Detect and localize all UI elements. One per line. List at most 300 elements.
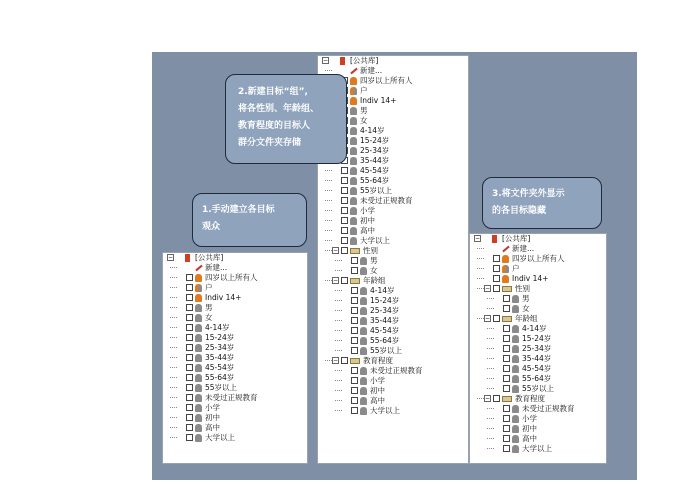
person-icon	[350, 127, 357, 135]
tree-row[interactable]	[318, 226, 468, 236]
tree-item-label: 女	[370, 266, 378, 275]
tree-row[interactable]	[318, 216, 468, 226]
tree-connector	[325, 180, 332, 181]
tree-item-label: 小学	[370, 376, 385, 385]
tree-row[interactable]	[318, 166, 468, 176]
checkbox[interactable]	[503, 335, 510, 342]
checkbox[interactable]	[186, 314, 193, 321]
tree-connector	[170, 327, 177, 328]
folder-icon	[350, 248, 360, 254]
tree-item-label: 55-64岁	[205, 373, 235, 382]
checkbox[interactable]	[186, 344, 193, 351]
tree-row[interactable]	[318, 396, 468, 406]
callout-step-3	[482, 177, 602, 229]
tree-row[interactable]	[470, 294, 606, 304]
tree-row[interactable]	[470, 344, 606, 354]
checkbox[interactable]	[503, 325, 510, 332]
tree-item-label: 新建...	[512, 244, 535, 253]
checkbox[interactable]	[341, 187, 348, 194]
tree-item-label: 25-34岁	[370, 306, 400, 315]
person-icon	[350, 227, 357, 235]
tree-connector	[335, 290, 342, 291]
tree-row[interactable]	[318, 326, 468, 336]
person-icon	[195, 334, 202, 342]
checkbox[interactable]	[351, 397, 358, 404]
person-icon	[195, 274, 202, 282]
tree-connector	[325, 170, 332, 171]
folder-icon	[350, 278, 360, 284]
tree-item-label: 女	[360, 116, 368, 125]
tree-connector	[487, 388, 494, 389]
checkbox[interactable]	[186, 414, 193, 421]
tree-connector	[325, 280, 332, 281]
tree-row[interactable]	[318, 296, 468, 306]
tree-connector	[325, 250, 332, 251]
person-icon	[350, 147, 357, 155]
checkbox[interactable]	[503, 365, 510, 372]
checkbox[interactable]	[341, 217, 348, 224]
tree-connector	[325, 200, 332, 201]
checkbox[interactable]	[503, 445, 510, 452]
tree-connector	[335, 320, 342, 321]
tree-connector	[325, 230, 332, 231]
checkbox[interactable]	[503, 405, 510, 412]
collapse-icon[interactable]: −	[475, 235, 481, 242]
checkbox[interactable]	[186, 274, 193, 281]
tree-item-label: 35-44岁	[205, 353, 235, 362]
checkbox[interactable]	[503, 385, 510, 392]
tree-connector	[477, 318, 484, 319]
tree-connector	[487, 428, 494, 429]
person-icon	[512, 325, 519, 333]
tree-row[interactable]	[470, 254, 606, 264]
person-icon	[195, 304, 202, 312]
checkbox[interactable]	[493, 255, 500, 262]
checkbox[interactable]	[341, 357, 348, 364]
person-icon	[195, 414, 202, 422]
checkbox[interactable]	[351, 307, 358, 314]
tree-row[interactable]	[163, 273, 307, 283]
person-icon	[195, 294, 202, 302]
tree-folder-row[interactable]	[318, 356, 468, 366]
tree-row[interactable]	[163, 373, 307, 383]
checkbox[interactable]	[341, 197, 348, 204]
person-icon	[512, 355, 519, 363]
tree-item-label: 4-14岁	[205, 323, 230, 332]
person-icon	[350, 157, 357, 165]
tree-row[interactable]	[163, 283, 307, 293]
person-icon	[195, 374, 202, 382]
checkbox[interactable]	[493, 395, 500, 402]
person-icon	[360, 337, 367, 345]
callout-line: 观众	[202, 222, 221, 232]
tree-item-label: [公共库]	[350, 56, 379, 65]
tree-item-label: 4-14岁	[370, 286, 395, 295]
tree-row[interactable]	[163, 383, 307, 393]
person-icon	[512, 365, 519, 373]
checkbox[interactable]	[341, 277, 348, 284]
tree-connector	[335, 370, 342, 371]
tree-item-label: 男	[360, 106, 368, 115]
tree-row[interactable]	[163, 303, 307, 313]
person-icon	[360, 407, 367, 415]
tree-item-label: 4-14岁	[360, 126, 385, 135]
tree-row[interactable]	[318, 56, 468, 66]
person-icon	[350, 197, 357, 205]
tree-item-label: 新建...	[360, 66, 383, 75]
tree-row[interactable]	[318, 406, 468, 416]
checkbox[interactable]	[503, 435, 510, 442]
tree-row[interactable]	[318, 286, 468, 296]
tree-item-label: 4-14岁	[522, 324, 547, 333]
tree-row[interactable]	[470, 264, 606, 274]
person-icon	[350, 137, 357, 145]
person-icon	[360, 267, 367, 275]
new-item-icon	[195, 265, 202, 272]
person-icon	[350, 107, 357, 115]
person-icon	[360, 367, 367, 375]
tree-row[interactable]	[163, 253, 307, 263]
tree-row[interactable]	[470, 244, 606, 254]
tree-row[interactable]	[470, 274, 606, 284]
checkbox[interactable]	[351, 367, 358, 374]
tree-connector	[170, 387, 177, 388]
tree-row[interactable]	[318, 186, 468, 196]
tree-row[interactable]	[163, 403, 307, 413]
tree-row[interactable]	[318, 266, 468, 276]
database-icon	[492, 235, 497, 243]
person-icon	[512, 435, 519, 443]
tree-connector	[170, 267, 177, 268]
tree-item-label: 55-64岁	[522, 374, 552, 383]
tree-item-label: [公共库]	[502, 234, 531, 243]
tree-connector	[170, 297, 177, 298]
tree-item-label: 45-54岁	[205, 363, 235, 372]
tree-panel-hidden[interactable]	[469, 233, 607, 464]
tree-row[interactable]	[163, 353, 307, 363]
tree-row[interactable]	[318, 366, 468, 376]
tree-row[interactable]	[470, 374, 606, 384]
tree-item-label: 未受过正规教育	[370, 366, 423, 375]
collapse-icon[interactable]: −	[323, 57, 329, 64]
tree-connector	[170, 377, 177, 378]
checkbox[interactable]	[341, 167, 348, 174]
checkbox[interactable]	[186, 364, 193, 371]
checkbox[interactable]	[493, 275, 500, 282]
collapse-icon[interactable]: −	[485, 315, 491, 322]
collapse-icon[interactable]: −	[333, 277, 339, 284]
tree-row[interactable]	[163, 343, 307, 353]
database-icon	[185, 254, 190, 262]
tree-row[interactable]	[163, 433, 307, 443]
tree-item-label: 25-34岁	[522, 344, 552, 353]
tree-row[interactable]	[163, 293, 307, 303]
tree-row[interactable]	[163, 393, 307, 403]
checkbox[interactable]	[503, 375, 510, 382]
checkbox[interactable]	[186, 424, 193, 431]
tree-connector	[477, 398, 484, 399]
tree-folder-row[interactable]	[470, 314, 606, 324]
person-icon	[360, 287, 367, 295]
tree-item-label: 45-54岁	[522, 364, 552, 373]
tree-item-label: 35-44岁	[370, 316, 400, 325]
tree-item-label: 高中	[522, 434, 537, 443]
callout-line: 1.手动建立各目标	[202, 205, 275, 215]
tree-connector	[335, 350, 342, 351]
tree-connector	[477, 258, 484, 259]
tree-item-label: 初中	[370, 386, 385, 395]
checkbox[interactable]	[186, 434, 193, 441]
tree-item-label: 55岁以上	[360, 186, 393, 195]
tree-row[interactable]	[470, 414, 606, 424]
tree-folder-row[interactable]	[470, 394, 606, 404]
tree-row[interactable]	[163, 413, 307, 423]
person-icon	[195, 324, 202, 332]
collapse-icon[interactable]: −	[485, 395, 491, 402]
tree-connector	[335, 390, 342, 391]
person-icon	[512, 385, 519, 393]
checkbox[interactable]	[351, 327, 358, 334]
tree-row[interactable]	[163, 333, 307, 343]
tree-row[interactable]	[318, 346, 468, 356]
tree-connector	[170, 357, 177, 358]
checkbox[interactable]	[351, 407, 358, 414]
checkbox[interactable]	[493, 315, 500, 322]
tree-row[interactable]	[470, 234, 606, 244]
tree-row[interactable]	[470, 334, 606, 344]
checkbox[interactable]	[186, 334, 193, 341]
tree-connector	[325, 190, 332, 191]
tree-connector	[170, 277, 177, 278]
checkbox[interactable]	[503, 295, 510, 302]
checkbox[interactable]	[186, 284, 193, 291]
callout-step-2	[225, 74, 347, 164]
tree-connector	[335, 300, 342, 301]
tree-connector	[170, 307, 177, 308]
tree-item-label: 男	[522, 294, 530, 303]
tree-item-label: 户	[512, 264, 520, 273]
folder-icon	[502, 396, 512, 402]
tree-connector	[325, 220, 332, 221]
tree-item-label: 年龄组	[363, 276, 386, 285]
tree-connector	[477, 278, 484, 279]
target-tree[interactable]	[470, 234, 606, 454]
tree-connector	[170, 397, 177, 398]
checkbox[interactable]	[186, 294, 193, 301]
person-icon	[360, 317, 367, 325]
collapse-icon[interactable]: −	[168, 254, 174, 261]
collapse-icon[interactable]: −	[485, 285, 491, 292]
checkbox[interactable]	[186, 324, 193, 331]
tree-item-label: 高中	[205, 423, 220, 432]
person-icon	[195, 344, 202, 352]
tree-item-label: 15-24岁	[522, 334, 552, 343]
tree-item-label: 性别	[363, 246, 378, 255]
tree-row[interactable]	[318, 196, 468, 206]
person-icon	[350, 117, 357, 125]
checkbox[interactable]	[186, 374, 193, 381]
tree-connector	[335, 340, 342, 341]
tree-row[interactable]	[470, 404, 606, 414]
checkbox[interactable]	[341, 177, 348, 184]
checkbox[interactable]	[186, 404, 193, 411]
tree-connector	[170, 417, 177, 418]
database-icon	[340, 57, 345, 65]
tree-connector	[170, 437, 177, 438]
tree-row[interactable]	[470, 434, 606, 444]
tree-connector	[487, 368, 494, 369]
person-icon	[195, 424, 202, 432]
person-icon	[360, 377, 367, 385]
tree-row[interactable]	[163, 363, 307, 373]
checkbox[interactable]	[341, 237, 348, 244]
checkbox[interactable]	[503, 305, 510, 312]
tree-row[interactable]	[163, 263, 307, 273]
tree-folder-row[interactable]	[318, 246, 468, 256]
tree-connector	[325, 360, 332, 361]
tree-item-label: 大学以上	[360, 236, 390, 245]
tree-item-label: 55-64岁	[360, 176, 390, 185]
tree-item-label: 45-54岁	[360, 166, 390, 175]
tree-item-label: 15-24岁	[205, 333, 235, 342]
tree-item-label: 未受过正规教育	[360, 196, 413, 205]
tree-item-label: 35-44岁	[360, 156, 390, 165]
checkbox[interactable]	[351, 377, 358, 384]
tree-row[interactable]	[470, 364, 606, 374]
tree-row[interactable]	[470, 354, 606, 364]
checkbox[interactable]	[186, 384, 193, 391]
tree-connector	[487, 348, 494, 349]
checkbox[interactable]	[186, 394, 193, 401]
tree-panel-manual[interactable]	[162, 252, 308, 464]
person-icon	[195, 354, 202, 362]
tree-row[interactable]	[163, 313, 307, 323]
tree-item-label: 55岁以上	[522, 384, 555, 393]
person-icon	[195, 404, 202, 412]
tree-folder-row[interactable]	[318, 276, 468, 286]
tree-row[interactable]	[470, 384, 606, 394]
callout-line: 群分文件夹存储	[238, 138, 302, 148]
tree-item-label: 初中	[360, 216, 375, 225]
checkbox[interactable]	[351, 257, 358, 264]
tree-connector	[170, 337, 177, 338]
tree-item-label: 四岁以上所有人	[205, 273, 258, 282]
person-icon	[512, 405, 519, 413]
person-icon	[360, 347, 367, 355]
tree-row[interactable]	[163, 423, 307, 433]
tree-item-label: 小学	[360, 206, 375, 215]
person-icon	[360, 387, 367, 395]
checkbox[interactable]	[351, 387, 358, 394]
tree-connector	[487, 328, 494, 329]
checkbox[interactable]	[351, 347, 358, 354]
tree-connector	[170, 287, 177, 288]
checkbox[interactable]	[503, 425, 510, 432]
tree-row[interactable]	[318, 376, 468, 386]
tree-connector	[170, 367, 177, 368]
person-icon	[195, 394, 202, 402]
checkbox[interactable]	[503, 355, 510, 362]
checkbox[interactable]	[503, 415, 510, 422]
tree-connector	[325, 210, 332, 211]
tree-item-label: 高中	[360, 226, 375, 235]
tree-row[interactable]	[318, 336, 468, 346]
tree-connector	[335, 400, 342, 401]
checkbox[interactable]	[341, 247, 348, 254]
tree-row[interactable]	[470, 424, 606, 434]
tree-connector	[487, 298, 494, 299]
tree-row[interactable]	[318, 206, 468, 216]
tree-row[interactable]	[470, 324, 606, 334]
collapse-icon[interactable]: −	[333, 247, 339, 254]
tree-item-label: 55-64岁	[370, 336, 400, 345]
tree-row[interactable]	[470, 304, 606, 314]
tree-connector	[170, 427, 177, 428]
tree-row[interactable]	[470, 444, 606, 454]
checkbox[interactable]	[186, 354, 193, 361]
target-tree[interactable]	[163, 253, 307, 443]
checkbox[interactable]	[493, 285, 500, 292]
tree-connector	[335, 330, 342, 331]
checkbox[interactable]	[341, 227, 348, 234]
new-item-icon	[502, 246, 509, 253]
callout-line: 的各目标隐藏	[492, 206, 547, 216]
checkbox[interactable]	[351, 337, 358, 344]
tree-row[interactable]	[318, 386, 468, 396]
checkbox[interactable]	[351, 267, 358, 274]
tree-item-label: 户	[205, 283, 213, 292]
checkbox[interactable]	[351, 317, 358, 324]
tree-row[interactable]	[318, 316, 468, 326]
person-icon	[350, 207, 357, 215]
tree-item-label: Indiv 14+	[512, 274, 549, 283]
checkbox[interactable]	[351, 287, 358, 294]
tree-item-label: 高中	[370, 396, 385, 405]
tree-item-label: [公共库]	[195, 253, 224, 262]
checkbox[interactable]	[341, 207, 348, 214]
tree-row[interactable]	[163, 323, 307, 333]
tree-item-label: 初中	[205, 413, 220, 422]
tree-item-label: 四岁以上所有人	[360, 76, 413, 85]
person-icon	[512, 375, 519, 383]
tree-row[interactable]	[318, 176, 468, 186]
tree-item-label: 35-44岁	[522, 354, 552, 363]
checkbox[interactable]	[503, 345, 510, 352]
tree-folder-row[interactable]	[470, 284, 606, 294]
person-icon	[195, 364, 202, 372]
checkbox[interactable]	[351, 297, 358, 304]
person-icon	[360, 297, 367, 305]
tree-item-label: 大学以上	[370, 406, 400, 415]
person-icon	[350, 237, 357, 245]
person-icon	[360, 327, 367, 335]
tree-connector	[335, 270, 342, 271]
tree-item-label: 25-34岁	[205, 343, 235, 352]
collapse-icon[interactable]: −	[333, 357, 339, 364]
tree-row[interactable]	[318, 256, 468, 266]
person-icon	[350, 167, 357, 175]
tree-row[interactable]	[318, 236, 468, 246]
tree-row[interactable]	[318, 306, 468, 316]
tree-connector	[335, 380, 342, 381]
person-icon	[350, 217, 357, 225]
tree-item-label: Indiv 14+	[360, 96, 397, 105]
tree-item-label: 教育程度	[363, 356, 393, 365]
tree-item-label: 15-24岁	[360, 136, 390, 145]
checkbox[interactable]	[186, 304, 193, 311]
tree-item-label: 新建...	[205, 263, 228, 272]
checkbox[interactable]	[493, 265, 500, 272]
